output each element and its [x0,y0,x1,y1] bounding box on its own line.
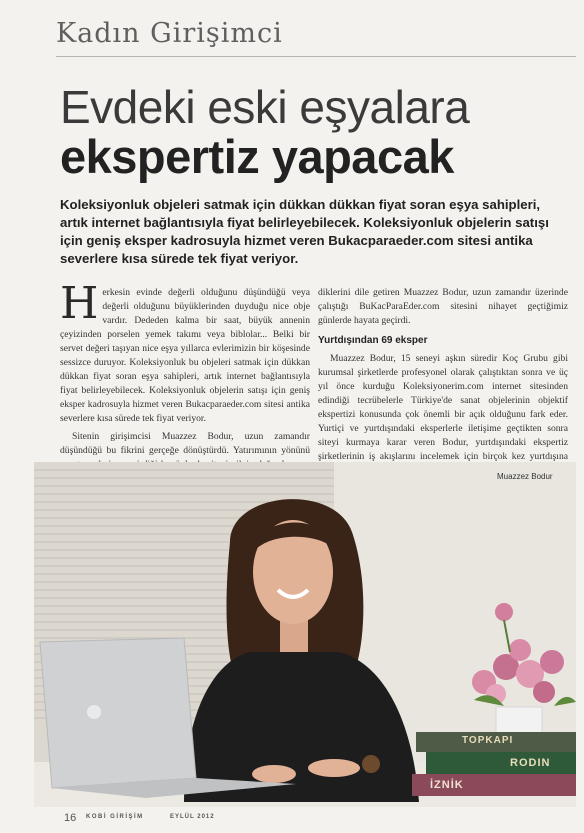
book-title: İZNİK [430,779,464,791]
page-footer [60,812,560,826]
book-title: RODIN [510,757,551,769]
article-lead: Koleksiyonluk objeleri satmak için dükkan dükkan fiyat soran eşya sahipleri, artık internet bağlantısıyla fiyat belirleyebilecek. Koleksiyonluk objelerin satışı için geniş eksper kadrosuyla hizmet veren Bukacparaeder.com sitesi antika severlere kısa sürede tek fiyat veriyor. [60,197,549,266]
article-headline [60,82,570,182]
portrait-photo [34,462,576,807]
paragraph: Muazzez Bodur, 15 seneyi aşkın süredir Koç Grubu gibi kurumsal şirketlerde profesyonel olarak çalıştıktan sonra ve üç yıl önce kurduğu Koleksiyonerim.com internet sitesinden edindiği tecrübelerle Türkiye'de sanat objelerinin objektif ekspertizi konusunda çok önemli bir açık olduğunu fark eder. Yurtiçi ve yurtdışındaki eksperlerle iletişime geçtikten sonra siteyi kurmaya karar veren Bodur, yurtdışındaki ekspertiz şirketlerinin iş akışlarını incelemek için birçok kez yurtdışına [318,353,568,462]
headline-line-2: ekspertiz yapacak [60,130,454,183]
magazine-name: KOBİ GİRİŞİM [86,814,144,820]
paragraph: Sitenin girişimcisi Muazzez Bodur, uzun zamandır düşündüğü bu fikrini gerçeğe dönüştürdü. Yatırımının yönünü [60,431,310,456]
subheading: Yurtdışından 69 eksper [318,335,428,346]
section-header [56,14,576,54]
section-divider [56,56,576,57]
wristwatch [362,755,380,773]
body-column-left [60,278,310,490]
issue-date: EYLÜL 2012 [170,814,215,820]
headline-line-1: Evdeki eski eşyalara [60,81,470,133]
paragraph-text: erkesin evinde değerli olduğunu düşündüğü veya değerli olduğunu büyüklerinden duyduğu nice obje vardır. Dededen kalma bir saat, büyük annenin çeyizinden porselen yemek takımı veya biblolar... Belki bir servet değeri taşıyan nice eşya yıllarca evlerimizin bir köşesinde sessizce duruyor. Koleksiyonluk bu objeleri satmak için dükkan dükkan fiyat soran eşya sahipleri, artık internet bağlantısıyla fiyat belirleyebilecek. Koleksiyonluk objelerin satışı için geniş eksper kadrosuyla hizmet veren Bukacparaeder.com sitesi antika severlere kısa sürede tek fiyat veriyor. [60,287,310,424]
photo-caption: Muazzez Bodur [497,472,553,481]
body-column-right [318,286,568,482]
section-title: Kadın Girişimci [56,18,283,49]
apple-logo-icon [87,705,101,719]
book-title: TOPKAPI [462,735,514,746]
paragraph [60,278,310,426]
drop-cap: H [60,278,99,329]
photo-illustration [34,462,576,807]
page-number: 16 [64,812,77,824]
paragraph: diklerini dile getiren Muazzez Bodur, uzun zamandır üzerinde çalıştığı BuKacParaEder.com sitesini nihayet geçtiğimiz günlerde hayata geçirdi. [318,287,568,326]
